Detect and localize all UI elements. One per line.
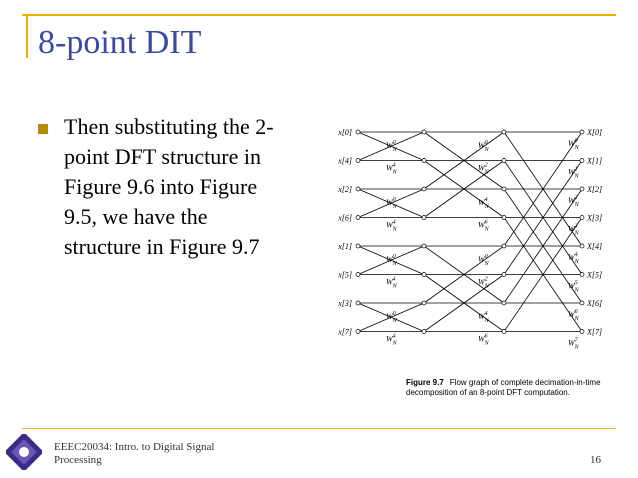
twiddle-label: $W^0$ N xyxy=(386,254,397,267)
graph-node xyxy=(422,187,426,191)
graph-node xyxy=(502,301,506,305)
bullet-line: point DFT structure in xyxy=(64,144,261,169)
twiddle-label: $W^2$ N xyxy=(568,195,579,208)
twiddle-label: $W^4$ N xyxy=(478,197,489,210)
graph-node xyxy=(580,273,584,277)
graph-node xyxy=(502,244,506,248)
graph-node xyxy=(356,216,360,220)
caption-label: Figure 9.7 xyxy=(406,378,444,387)
twiddle-label: $W^1$ N xyxy=(568,166,579,180)
input-label: x[4] xyxy=(338,156,352,166)
footer-course xyxy=(54,441,214,467)
graph-node xyxy=(580,216,584,220)
output-label: X[0] xyxy=(587,128,603,137)
output-label: X[2] xyxy=(587,185,603,194)
graph-node xyxy=(356,244,360,248)
bullet-line: 9.5, we have the xyxy=(64,204,208,229)
input-label: x[3] xyxy=(338,299,352,308)
left-rule xyxy=(26,14,28,58)
twiddle-label: $W^4$ N xyxy=(386,276,397,290)
bullet-text xyxy=(64,112,304,262)
output-label: X[6] xyxy=(587,299,603,308)
twiddle-label: $W^4$ N xyxy=(478,311,489,324)
bullet-line: structure in Figure 9.7 xyxy=(64,234,260,259)
twiddle-label: $W^4$ N xyxy=(386,333,397,347)
output-label: X[5] xyxy=(587,270,603,280)
page-number: 16 xyxy=(590,454,601,466)
twiddle-label: $W^0$ N xyxy=(386,197,397,210)
graph-node xyxy=(580,244,584,248)
slide-title: 8-point DIT xyxy=(38,24,202,61)
twiddle-label: $W^0$ N xyxy=(386,311,397,324)
bullet-line: Then substituting the 2- xyxy=(64,114,274,139)
graph-node xyxy=(422,301,426,305)
graph-node xyxy=(356,159,360,163)
butterfly-flow-graph xyxy=(320,122,620,354)
twiddle-label: $W^5$ N xyxy=(568,280,579,294)
output-label: X[3] xyxy=(587,213,603,223)
graph-node xyxy=(502,216,506,220)
twiddle-label: $W^0$ N xyxy=(478,254,489,267)
graph-node xyxy=(422,216,426,220)
graph-node xyxy=(356,330,360,334)
graph-node xyxy=(422,273,426,277)
twiddle-label: $W^7$ N xyxy=(568,337,579,351)
input-label: x[5] xyxy=(338,270,352,280)
graph-node xyxy=(422,330,426,334)
graph-node xyxy=(580,330,584,334)
twiddle-label: $W^4$ N xyxy=(386,219,397,233)
input-label: x[1] xyxy=(338,242,352,251)
bullet-marker xyxy=(38,124,48,134)
twiddle-label: $W^6$ N xyxy=(478,219,489,233)
twiddle-label: $W^2$ N xyxy=(478,276,489,290)
output-label: X[7] xyxy=(587,327,603,337)
footer-rule xyxy=(22,428,616,429)
input-label: x[7] xyxy=(338,327,352,337)
graph-node xyxy=(502,130,506,134)
graph-node xyxy=(356,273,360,277)
output-label: X[4] xyxy=(587,242,603,251)
graph-node xyxy=(580,187,584,191)
university-logo-icon xyxy=(6,434,42,470)
twiddle-label: $W^0$ N xyxy=(478,140,489,153)
caption-text: Flow graph of complete decimation-in-time decomposition of an 8-point DFT computation. xyxy=(406,378,601,397)
graph-node xyxy=(502,159,506,163)
input-label: x[6] xyxy=(338,213,352,223)
graph-node xyxy=(580,301,584,305)
bullet-line: Figure 9.6 into Figure xyxy=(64,174,258,199)
figure-caption xyxy=(406,378,606,398)
twiddle-label: $W^0$ N xyxy=(386,140,397,153)
twiddle-label: $W^3$ N xyxy=(568,223,579,237)
twiddle-label: $W^6$ N xyxy=(568,309,579,322)
footer-line: Processing xyxy=(54,454,102,466)
input-label: x[0] xyxy=(338,128,352,137)
twiddle-label: $W^6$ N xyxy=(478,333,489,347)
twiddle-label: $W^0$ N xyxy=(568,138,579,151)
twiddle-label: $W^4$ N xyxy=(386,162,397,176)
graph-node xyxy=(580,130,584,134)
input-label: x[2] xyxy=(338,185,352,194)
twiddle-label: $W^4$ N xyxy=(568,252,579,265)
graph-node xyxy=(356,130,360,134)
twiddle-label: $W^2$ N xyxy=(478,162,489,176)
graph-node xyxy=(422,159,426,163)
output-label: X[1] xyxy=(587,156,603,166)
graph-node xyxy=(502,330,506,334)
graph-node xyxy=(502,187,506,191)
graph-node xyxy=(580,159,584,163)
footer-line: EEEC20034: Intro. to Digital Signal xyxy=(54,441,215,453)
graph-node xyxy=(422,244,426,248)
top-rule xyxy=(22,14,616,16)
graph-node xyxy=(422,130,426,134)
graph-node xyxy=(356,301,360,305)
graph-node xyxy=(356,187,360,191)
graph-node xyxy=(502,273,506,277)
